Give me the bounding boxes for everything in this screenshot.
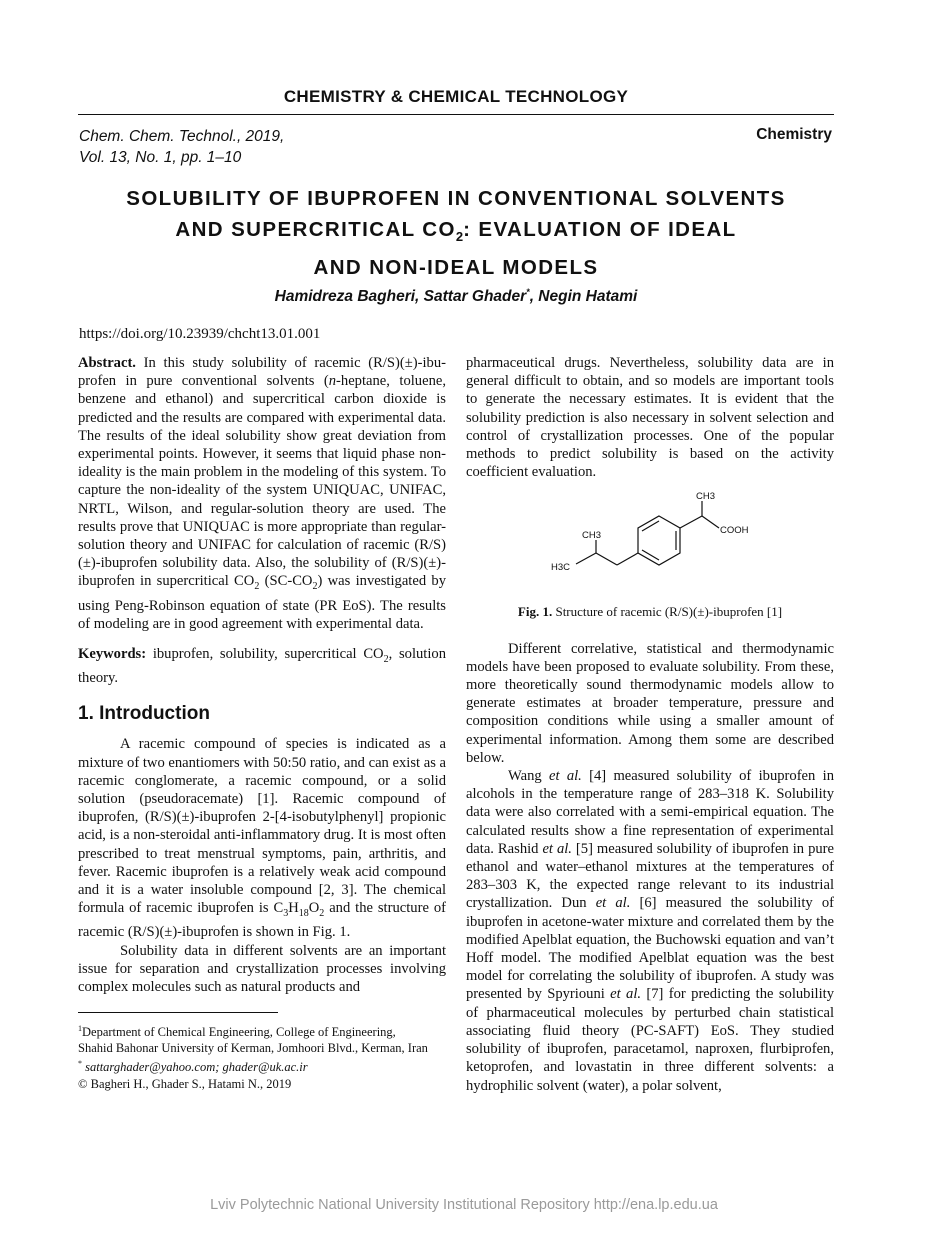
footnote-divider [78,1012,278,1013]
etal-3: et al. [595,895,631,912]
right-paragraph-2 [466,767,834,1095]
title-line-1: SOLUBILITY OF IBUPROFEN IN CONVENTIONAL SOLVENTS [126,187,786,210]
formula-sub-3: 2 [319,908,325,920]
right-p2-e: [7] for predicting the solubility of pharmaceutical molecules by perturbed chain statistical associating fluid theory (PC-SAFT) EoS. They studied solubility of ibuprofen, paracetamol, naproxen, flurbiprofen, ketoprofen, and lovastatin in three different solvents: a hydrophilic solvent (water), a polar solvent, [466,986,834,1094]
abstract-italic: n [328,373,337,390]
intro-p1-a: A racemic compound of species is indicated as a mixture of two enantiomers with 50:50 ratio, and can exist as a racemic conglomerate, a racemic compound, or a solid solution (pseudoracemate) [1]. Racemic compound of ibuprofen, (R/S)(±)-ibuprofen 2-[4-isobutylphenyl] propionic acid, is a non-steroidal anti-inflammatory drug. It is most often prescribed to treat menstrual symptoms, pain, arthritis, and fever. Racemic ibuprofen is a relatively weak acid compound and it is a water insoluble compound [2, 3]. The chemical formula of racemic ibuprofen is C [78,736,446,917]
ring-double-bond-1 [642,521,659,531]
intro-heading: 1. Introduction [78,703,210,725]
footnote-affiliation-2: Shahid Bahonar University of Kerman, Jomhoori Blvd., Kerman, Iran [78,1041,428,1056]
ibuprofen-structure-figure [466,491,834,601]
bond-ch-h3c [576,553,596,564]
abstract-label: Abstract. [78,355,136,371]
citation-line-1: Chem. Chem. Technol., 2019, [79,128,285,145]
abstract-text-3: (SC-CO [259,573,313,590]
intro-paragraph-1 [78,735,446,941]
bond-ch-cooh [702,516,719,528]
journal-header: CHEMISTRY & CHEMICAL TECHNOLOGY [283,87,629,106]
figure-label: Fig. 1. [517,604,553,620]
ibuprofen-structure-diagram [466,491,834,601]
authors [78,287,834,306]
author-names-2: , Negin Hatami [529,288,638,306]
abstract-sub-2: 2 [312,581,318,593]
author-names: Hamidreza Bagheri, Sattar Ghader [274,288,527,306]
etal-4: et al. [610,986,642,1003]
abstract-text-4: ) was investigated by using Peng-Robinson equation of state (PR EoS). The results of modeling are in good agreement with experimental data. [78,573,446,632]
benzene-ring [638,516,680,565]
label-ch3-left: CH3 [582,530,602,542]
bond-ring-ch2 [617,553,638,565]
left-column [78,354,446,1092]
doi-link[interactable]: https://doi.org/10.23939/chcht13.01.001 [79,326,321,342]
keywords-text: ibuprofen, solubility, supercritical CO [146,645,384,662]
keywords-label: Keywords: [78,645,147,662]
repository-footer[interactable]: Lviv Polytechnic National University Institutional Repository http://ena.lp.edu.ua [210,1197,718,1213]
title-line-2-b: : EVALUATION OF IDEAL [463,218,737,241]
bond-ring-ch [680,516,702,528]
keywords-text-2: , solution theory. [78,645,447,687]
intro-paragraph-2: Solubility data in different solvents are an important issue for separation and crystallization processes involving complex molecules such as natural products and [78,942,446,996]
corresponding-mark: * [526,287,530,297]
ring-double-bond-3 [642,550,659,560]
etal-1: et al. [548,768,582,785]
right-paragraph-1: Different correlative, statistical and thermodynamic models have been proposed to evaluate solubility. From these, more theoretically sound thermodynamic models allow to generate estimates at broader temperature, pressure and composition conditions while using a smaller amount of experimental information. Among them some are described below. [466,640,834,766]
bond-ch2-ch [596,553,617,565]
formula-h: H [288,900,299,917]
label-h3c: H3C [551,562,571,574]
formula-o: O [308,900,320,917]
abstract-text-1: In this study solubility of racemic (R/S)(±)-ibu-profen in pure conventional solvents ( [78,355,446,390]
header-divider [78,114,834,115]
abstract [78,354,446,633]
figure-caption [466,603,834,621]
abstract-sub-1: 2 [254,581,260,593]
keywords-sub: 2 [383,653,389,665]
etal-2: et al. [542,840,572,857]
right-p2-b: [4] measured solubility of ibuprofen in alcohols in the temperature range of 283–318 K. Solubility data were also correlated with a semi-empirical equation. The calculated results show a fine representation of experimental data. Rashid [466,768,834,857]
title-line-2 [78,214,834,252]
footnote-email-text[interactable]: sattarghader@yahoo.com; ghader@uk.ac.ir [82,1060,308,1075]
footnote-mark-1: 1 [78,1024,82,1034]
footnotes [78,1021,446,1091]
figure-caption-text: Structure of racemic (R/S)(±)-ibuprofen [1] [552,604,783,620]
right-p2-d: [6] measured the solubility of ibuprofen in acetone-water mixture and correlated them by the modified Apelblat equation, the Buchowski equation and van’t Hoff model. The modified Apelblat equation was the best model for correlating the solubility of ibuprofen. A study was presented by Spyriouni [466,895,834,1003]
title-line-3: AND NON-IDEAL MODELS [313,256,599,280]
label-cooh: COOH [720,525,749,537]
citation [79,126,284,168]
title-line-2-sub: 2 [455,229,464,245]
intro-p1-b: and the structure of racemic (R/S)(±)-ibuprofen is shown in Fig. 1. [78,900,446,941]
citation-line-2: Vol. 13, No. 1, pp. 1–10 [79,149,242,166]
section-label: Chemistry [756,126,832,143]
right-p2-c: [5] measured solubility of ibuprofen in pure ethanol and water–ethanol mixtures at the temperatures of 283–303 K, the expected range relevant to its industrial crystallization. Dun [466,840,834,912]
paper-title [78,183,834,283]
footnote-affiliation-1: Department of Chemical Engineering, College of Engineering, [82,1025,396,1040]
right-column [466,354,834,1095]
footnote-affiliation [78,1021,446,1040]
label-ch3-top: CH3 [696,491,716,503]
right-paragraph-0: pharmaceutical drugs. Nevertheless, solubility data are in general difficult to obtain, and so models are important tools to generate the necessary estimates. It is evident that the solubility prediction is also necessary in solvent selection and control of crystallization processes. One of the popular methods to predict solubility is based on the activity coefficient evaluation. [466,355,834,481]
footnote-copyright: © Bagheri H., Ghader S., Hatami N., 2019 [78,1076,292,1091]
abstract-text-2: -heptane, toluene, benzene and ethanol) and supercritical carbon dioxide is predicted and the results are compared with experimental data. The results of the ideal solubility show great deviation from experimental points. However, it seems that liquid phase non-ideality is the main problem in the modeling of this system. To capture the non-ideality of the system UNIQUAC, UNIFAC, NRTL, Wilson, and regular-solution theory are used. The results prove that UNIQUAC is more appropriate than regular-solution theory and UNIFAC for calculation of racemic (R/S)(±)-ibuprofen solubility data. Also, the solubility of (R/S)(±)-ibuprofen in supercritical CO [78,373,446,590]
right-p2-a: Wang [508,768,549,785]
title-line-2-a: AND SUPERCRITICAL CO [175,218,456,241]
footnote-email [78,1056,446,1075]
formula-sub-1: 3 [283,908,289,920]
formula-sub-2: 18 [298,908,309,920]
keywords [78,645,446,687]
footnote-mark-2: * [78,1059,82,1069]
